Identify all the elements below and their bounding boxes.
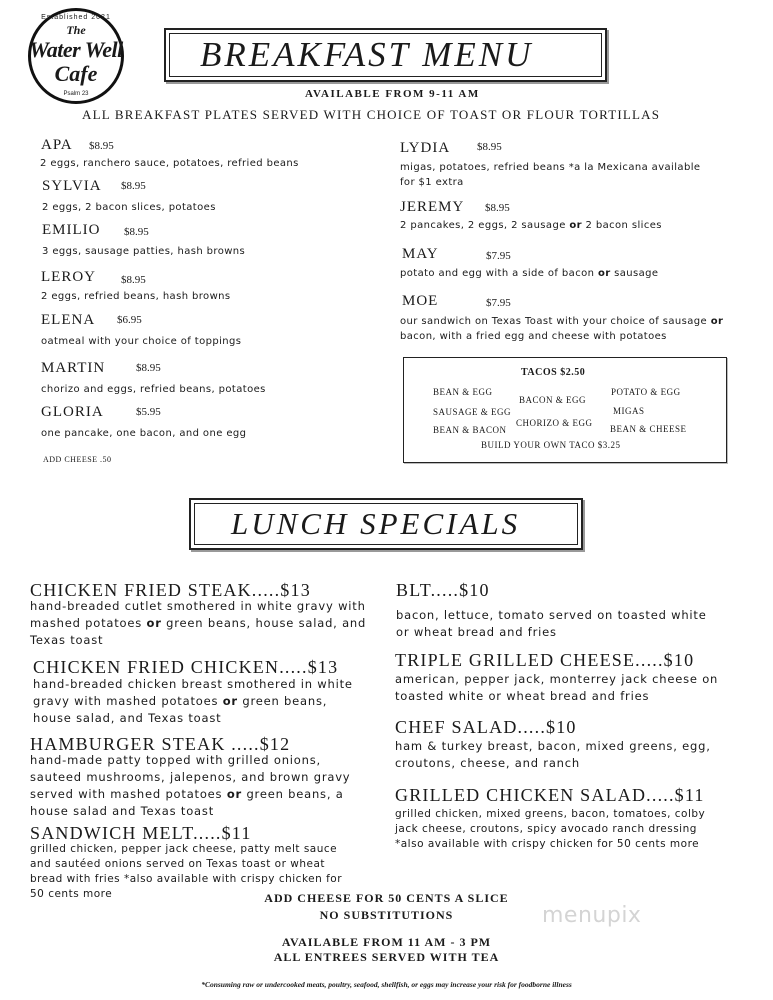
bk-item-name: GLORIA bbox=[41, 404, 104, 420]
bk-item-desc: potato and egg with a side of bacon or sausage bbox=[400, 268, 659, 279]
breakfast-title-box bbox=[164, 28, 607, 82]
taco-item: POTATO & EGG bbox=[611, 387, 681, 397]
lunch-item-name: HAMBURGER STEAK .....$12 bbox=[30, 734, 291, 754]
bk-item-name: LEROY bbox=[41, 269, 96, 285]
lunch-item-name: CHICKEN FRIED CHICKEN.....$13 bbox=[33, 657, 339, 677]
lunch-item-desc: hand-breaded chicken breast smothered in white gravy with mashed potatoes or green beans, house salad, and Texas toast bbox=[33, 677, 353, 725]
lunch-title-box bbox=[189, 498, 583, 550]
bk-item-name: MOE bbox=[402, 293, 439, 309]
logo-psalm: Psalm 23 bbox=[63, 91, 89, 97]
bk-item-price: $8.95 bbox=[121, 274, 146, 286]
bk-item-desc: 2 pancakes, 2 eggs, 2 sausage or 2 bacon slices bbox=[400, 220, 662, 231]
bk-item-name: MAY bbox=[402, 246, 439, 262]
bk-item-name: APA bbox=[41, 137, 73, 153]
bk-item-desc: 2 eggs, ranchero sauce, potatoes, refried beans bbox=[40, 158, 299, 169]
bk-item-desc: bacon, with a fried egg and cheese with potatoes bbox=[400, 331, 667, 342]
taco-item: SAUSAGE & EGG bbox=[433, 407, 512, 417]
bk-item-price: $8.95 bbox=[121, 180, 146, 192]
bk-item-desc: for $1 extra bbox=[400, 177, 464, 188]
bk-item-price: $8.95 bbox=[136, 362, 161, 374]
bk-item-desc: our sandwich on Texas Toast with your choice of sausage or bbox=[400, 316, 724, 327]
lunch-title: LUNCH SPECIALS bbox=[231, 506, 521, 541]
footer-food-warning: *Consuming raw or undercooked meats, poultry, seafood, shellfish, or eggs may increase your risk for foodborne illness bbox=[201, 980, 572, 989]
lunch-item-name: GRILLED CHICKEN SALAD.....$11 bbox=[395, 785, 705, 805]
logo-name: Water Well bbox=[29, 37, 123, 62]
bk-item-desc: one pancake, one bacon, and one egg bbox=[41, 428, 247, 439]
breakfast-hours: AVAILABLE FROM 9-11 AM bbox=[305, 88, 480, 100]
bk-item-name: EMILIO bbox=[42, 222, 101, 238]
breakfast-title: BREAKFAST MENU bbox=[200, 35, 534, 74]
lunch-item-desc: hand-made patty topped with grilled onions, sauteed mushrooms, jalepenos, and brown gravy served with mashed potatoes or green beans, a house salad and Texas toast bbox=[30, 753, 351, 818]
lunch-item-name: CHEF SALAD.....$10 bbox=[395, 717, 577, 737]
bk-item-price: $6.95 bbox=[117, 314, 142, 326]
bk-item-desc: chorizo and eggs, refried beans, potatoes bbox=[41, 384, 266, 395]
bk-item-price: $8.95 bbox=[485, 202, 510, 214]
taco-item: CHORIZO & EGG bbox=[516, 418, 593, 428]
bk-item-name: MARTIN bbox=[41, 360, 106, 376]
lunch-item-name: BLT.....$10 bbox=[396, 580, 490, 600]
taco-item: MIGAS bbox=[613, 406, 645, 416]
bk-add-cheese: ADD CHEESE .50 bbox=[43, 455, 112, 464]
bk-item-name: ELENA bbox=[41, 312, 96, 328]
lunch-item-name: TRIPLE GRILLED CHEESE.....$10 bbox=[395, 650, 695, 670]
tacos-build-own: BUILD YOUR OWN TACO $3.25 bbox=[481, 440, 621, 450]
bk-item-price: $7.95 bbox=[486, 250, 511, 262]
logo-established: Established 2021 bbox=[41, 14, 111, 21]
bk-item-desc: migas, potatoes, refried beans *a la Mexicana available bbox=[400, 162, 701, 173]
bk-item-price: $8.95 bbox=[477, 141, 502, 153]
bk-item-desc: oatmeal with your choice of toppings bbox=[41, 336, 242, 347]
bk-item-name: SYLVIA bbox=[42, 178, 102, 194]
bk-item-price: $8.95 bbox=[89, 140, 114, 152]
tacos-title: TACOS $2.50 bbox=[521, 367, 586, 378]
taco-item: BEAN & BACON bbox=[433, 425, 507, 435]
taco-item: BACON & EGG bbox=[519, 395, 587, 405]
footer-lunch-hours: AVAILABLE FROM 11 AM - 3 PM bbox=[281, 935, 492, 949]
taco-item: BEAN & CHEESE bbox=[610, 424, 687, 434]
logo-the: The bbox=[66, 23, 86, 37]
lunch-item-desc: ham & turkey breast, bacon, mixed greens, egg, croutons, cheese, and ranch bbox=[395, 739, 711, 770]
lunch-item-desc: bacon, lettuce, tomato served on toasted white or wheat bread and fries bbox=[396, 608, 707, 639]
footer-no-substitutions: NO SUBSTITUTIONS bbox=[319, 908, 454, 922]
cafe-logo bbox=[28, 8, 124, 104]
bk-item-price: $5.95 bbox=[136, 406, 161, 418]
lunch-item-desc: american, pepper jack, monterrey jack cheese on toasted white or wheat bread and fries bbox=[395, 672, 719, 703]
footer-add-cheese: ADD CHEESE FOR 50 CENTS A SLICE bbox=[264, 891, 509, 905]
bk-item-desc: 2 eggs, 2 bacon slices, potatoes bbox=[42, 202, 216, 213]
lunch-item-desc: hand-breaded cutlet smothered in white gravy with mashed potatoes or green beans, house salad, and Texas toast bbox=[30, 599, 367, 647]
bk-item-name: LYDIA bbox=[400, 140, 451, 156]
taco-item: BEAN & EGG bbox=[433, 387, 493, 397]
tacos-box bbox=[403, 357, 727, 463]
lunch-item-desc: grilled chicken, mixed greens, bacon, tomatoes, colby jack cheese, croutons, spicy avocado ranch dressing *also available with crispy chicken for 50 cents more bbox=[395, 808, 706, 850]
lunch-item-desc: grilled chicken, pepper jack cheese, patty melt sauce and sautéed onions served on Texas toast or wheat bread with fries *also available with crispy chicken for 50 cents more bbox=[30, 843, 343, 900]
menupix-watermark: menupix bbox=[542, 903, 642, 928]
lunch-item-name: SANDWICH MELT.....$11 bbox=[30, 823, 252, 843]
bk-item-price: $7.95 bbox=[486, 297, 511, 309]
bk-item-price: $8.95 bbox=[124, 226, 149, 238]
logo-cafe: Cafe bbox=[54, 61, 98, 86]
bk-item-desc: 2 eggs, refried beans, hash browns bbox=[41, 291, 231, 302]
bk-item-desc: 3 eggs, sausage patties, hash browns bbox=[42, 246, 246, 257]
footer-tea: ALL ENTREES SERVED WITH TEA bbox=[273, 950, 500, 964]
bk-item-name: JEREMY bbox=[400, 199, 465, 215]
breakfast-plates-note: ALL BREAKFAST PLATES SERVED WITH CHOICE OF TOAST OR FLOUR TORTILLAS bbox=[82, 107, 661, 122]
lunch-item-name: CHICKEN FRIED STEAK.....$13 bbox=[30, 580, 311, 600]
